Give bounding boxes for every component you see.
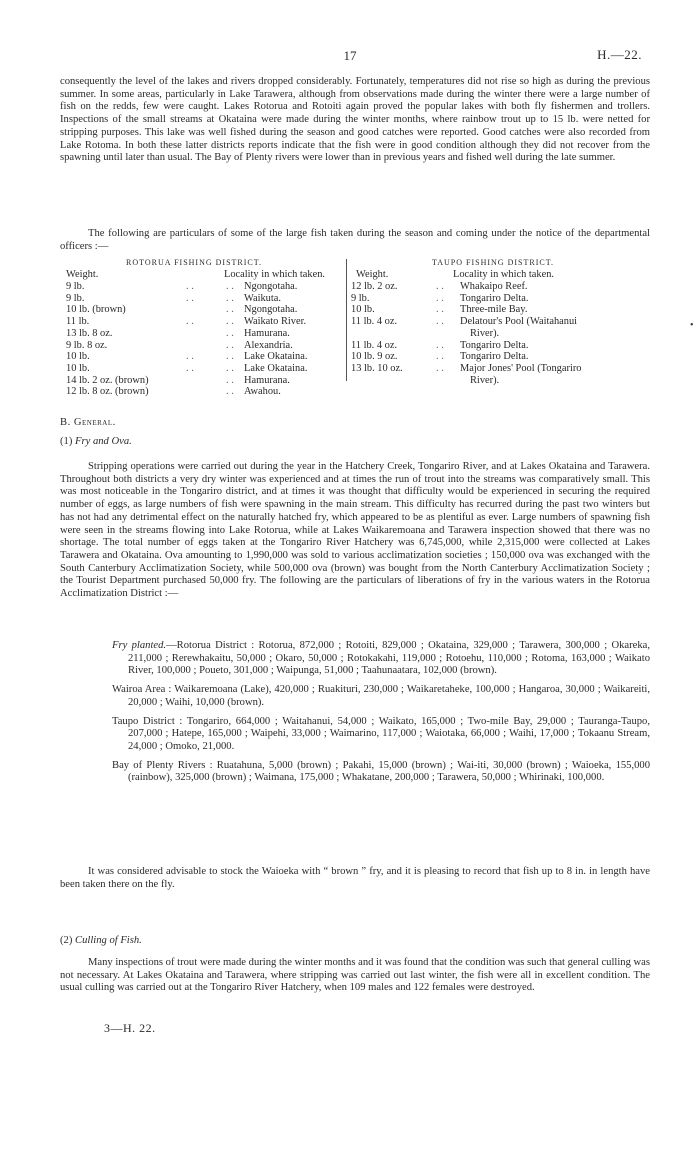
table-cell-locality: Tongariro Delta. [460, 292, 529, 304]
table-cell-locality: Alexandria. [244, 339, 293, 351]
col-locality-rotorua: Locality in which taken. [224, 269, 325, 280]
table-cell-locality: Whakaipo Reef. [460, 281, 528, 292]
table-cell-locality: Major Jones' Pool (Tongariro [460, 362, 582, 374]
ditto-dots: . . [226, 304, 234, 316]
ditto-dots: . . [436, 339, 444, 351]
ditto-dots: . . [186, 351, 194, 363]
paragraph-large-fish-intro [60, 228, 650, 253]
section-heading [60, 417, 116, 428]
section-heading-text: B. General. [60, 417, 116, 428]
table-cell-locality: Waikuta. [244, 292, 281, 304]
ditto-dots: . . [436, 281, 444, 292]
paragraph-text: consequently the level of the lakes and rivers dropped considerably. Fortunately, temperatures did not rise so high as during the previous summer. In some areas, particularly in Lake Tarawera, although from observations made during the winter there were a large number of fish on the redds, few were caught. Lakes Rotorua and Rotoiti again proved the popular lakes with both fly fishermen and trollers. Inspections of the small streams at Okataina were made during the winter months, where rainbow trout up to 15 lb. were netted for stripping purposes. This lake was well fished during the season and good catches were reported. Good catches were also recorded from Lake Rotoma. In both these latter districts reports indicate that the fish were in good condition although they did not recover from the spawning until later than usual. The Bay of Plenty rivers were lower than in previous years and fished well during the late summer. [60, 76, 650, 164]
table-cell-locality: Three-mile Bay. [460, 304, 528, 316]
table-cell-locality: Lake Okataina. [244, 362, 308, 374]
col-weight-rotorua: Weight. [66, 269, 99, 280]
list-item: Fry planted.—Rotorua District : Rotorua, 872,000 ; Rotoiti, 829,000 ; Okataina, 329,000 ; Tarawera, 300,000 ; Okareka, 211,000 ; Rerewhakaitu, 50,000 ; Okaro, 50,000 ; Rotokakahi, 119,000 ; Rotoehu, 110,000 ; Rotoma, 163,000 ; Waikato River, 100,000 ; Poueto, 301,000 ; Waipunga, 51,000 ; Taahunaatara, 102,000 (brown). [112, 640, 650, 677]
ditto-dots: . . [186, 362, 194, 374]
ditto-dots: . . [226, 292, 234, 304]
table-cell-weight: 12 lb. 8 oz. (brown) [66, 386, 149, 398]
paragraph-waioeka [60, 866, 650, 891]
table-cell-locality: Delatour's Pool (Waitahanui [460, 316, 578, 328]
table-cell-locality: Waikato River. [244, 316, 307, 328]
ditto-dots: . . [226, 281, 234, 292]
table-cell-locality: River). [470, 327, 500, 339]
list-item: Wairoa Area : Waikaremoana (Lake), 420,000 ; Ruakituri, 230,000 ; Waikaretaheke, 100,000 ; Hangaroa, 30,000 ; Waikareiti, 20,000 ; Waihi, 10,000 (brown). [112, 684, 650, 708]
subheading-number: (2) [60, 935, 73, 946]
liberations-list [112, 640, 650, 791]
col-locality-taupo: Locality in which taken. [453, 269, 554, 280]
table-cell-weight: 12 lb. 2 oz. [351, 281, 398, 292]
ditto-dots: . . [226, 327, 234, 339]
rotorua-heading: ROTORUA FISHING DISTRICT. [126, 258, 263, 267]
ditto-dots: . . [186, 281, 194, 292]
paragraph-stripping [60, 461, 650, 601]
large-fish-table [60, 257, 650, 398]
table-cell-weight: 9 lb. [66, 292, 85, 304]
table-cell-weight: 9 lb. [66, 281, 85, 292]
list-item: Bay of Plenty Rivers : Ruatahuna, 5,000 (brown) ; Pakahi, 15,000 (brown) ; Wai-iti, 30,000 (brown) ; Waioeka, 155,000 (rainbow), 325,000 (brown) ; Waimana, 175,000 ; Whakatane, 200,000 ; Tarawera, 50,000 ; Whirinaki, 100,000. [112, 759, 650, 784]
table-cell-locality: River). [470, 374, 500, 386]
table-cell-weight: 10 lb. [66, 362, 90, 374]
subheading-title: Fry and Ova. [75, 436, 132, 447]
signature-mark: 3—H. 22. [104, 1021, 156, 1035]
paragraph-text: Stripping operations were carried out during the year in the Hatchery Creek, Tongariro River, and at Lakes Okataina and Tarawera. Throughout both districts a very dry winter was experienced and at times the run of trout into the streams was comparatively small. This was most noticeable in the Tongariro district, and at times it was thought that difficulty would be experienced in securing the required number of eggs, as large numbers of fish were spawning in the main stream. This difficulty has recurred during the past two winters but has not had any detrimental effect on the naturally hatched fry, which appeared to be as plentiful as ever. Large numbers of spawning fish were seen in the streams flowing into Lake Rotorua, while at Lakes Waikaremoana and Tarawera inspection showed that there was no shortage. The total number of eggs taken at the Tongariro River Hatchery was 6,745,000, while 2,315,000 were collected at Lakes Tarawera and Okataina. Ova amounting to 1,990,000 was sold to various acclimatization societies ; 150,000 ova was exchanged with the South Canterbury Acclimatization Society, while 500,000 ova (brown) was bought from the North Canterbury Acclimatization Society ; the Tourist Department purchased 50,000 fry. The following are the particulars of liberations of fry in the various waters in the Rotorua Acclimatization District :— [60, 461, 650, 600]
subheading-fry-ova [60, 436, 132, 447]
table-cell-locality: Tongariro Delta. [460, 339, 529, 351]
table-cell-weight: 11 lb. 4 oz. [351, 316, 398, 328]
table-cell-weight: 10 lb. [351, 304, 375, 316]
ditto-dots: . . [226, 386, 234, 398]
document-code: H.—22. [597, 47, 642, 62]
subheading-title: Culling of Fish. [75, 935, 142, 946]
table-cell-weight: 11 lb. [66, 316, 90, 328]
fry-planted-label: Fry planted. [112, 640, 167, 651]
ditto-dots: . . [226, 316, 234, 328]
ditto-dots: . . [436, 351, 444, 363]
ditto-dots: . . [436, 362, 444, 374]
margin-dot: • [690, 320, 694, 331]
table-cell-weight: 10 lb. 9 oz. [351, 351, 398, 363]
paragraph-culling [60, 957, 650, 995]
table-cell-locality: Lake Okataina. [244, 351, 308, 363]
table-cell-locality: Hamurana. [244, 374, 290, 386]
table-cell-locality: Ngongotaha. [244, 281, 298, 292]
paragraph-text: Many inspections of trout were made during the winter months and it was found that the condition was such that general culling was not necessary. At Lakes Okataina and Tarawera, where stripping was carried out last winter, the fish were all in excellent condition. The usual culling was carried out at the Tongariro River Hatchery, when 109 males and 122 females were destroyed. [60, 957, 650, 994]
table-cell-locality: Awahou. [244, 386, 281, 398]
ditto-dots: . . [226, 374, 234, 386]
paragraph-text: The following are particulars of some of the large fish taken during the season and coming under the notice of the departmental officers :— [60, 228, 650, 252]
table-cell-weight: 13 lb. 8 oz. [66, 327, 113, 339]
paragraph-text: It was considered advisable to stock the Waioeka with “ brown ” fry, and it is pleasing to record that fish up to 8 in. in length have been taken there on the fly. [60, 866, 650, 890]
col-weight-taupo: Weight. [356, 269, 389, 280]
ditto-dots: . . [186, 316, 194, 328]
table-cell-weight: 9 lb. 8 oz. [66, 339, 108, 351]
table-cell-weight: 13 lb. 10 oz. [351, 362, 403, 374]
table-cell-locality: Tongariro Delta. [460, 351, 529, 363]
ditto-dots: . . [226, 351, 234, 363]
ditto-dots: . . [436, 316, 444, 328]
ditto-dots: . . [226, 362, 234, 374]
table-cell-locality: Hamurana. [244, 327, 290, 339]
paragraph-lake-conditions [60, 76, 650, 165]
subheading-number: (1) [60, 436, 73, 447]
ditto-dots: . . [436, 304, 444, 316]
subheading-culling [60, 935, 142, 946]
table-cell-locality: Ngongotaha. [244, 304, 298, 316]
ditto-dots: . . [226, 339, 234, 351]
table-cell-weight: 11 lb. 4 oz. [351, 339, 398, 351]
table-cell-weight: 9 lb. [351, 292, 370, 304]
page-number: 17 [343, 48, 357, 63]
table-cell-weight: 14 lb. 2 oz. (brown) [66, 374, 149, 386]
taupo-heading: TAUPO FISHING DISTRICT. [432, 258, 554, 267]
table-cell-weight: 10 lb. [66, 351, 90, 363]
table-divider [346, 259, 347, 381]
ditto-dots: . . [436, 292, 444, 304]
table-cell-weight: 10 lb. (brown) [66, 304, 126, 316]
list-item: Taupo District : Tongariro, 664,000 ; Waitahanui, 54,000 ; Waikato, 165,000 ; Two-mile Bay, 29,000 ; Tauranga-Taupo, 207,000 ; Hatepe, 165,000 ; Waipehi, 33,000 ; Waimarino, 117,000 ; Waiotaka, 66,000 ; Waihi, 17,000 ; Tokaanu Stream, 24,000 ; Omoko, 21,000. [112, 715, 650, 752]
ditto-dots: . . [186, 292, 194, 304]
